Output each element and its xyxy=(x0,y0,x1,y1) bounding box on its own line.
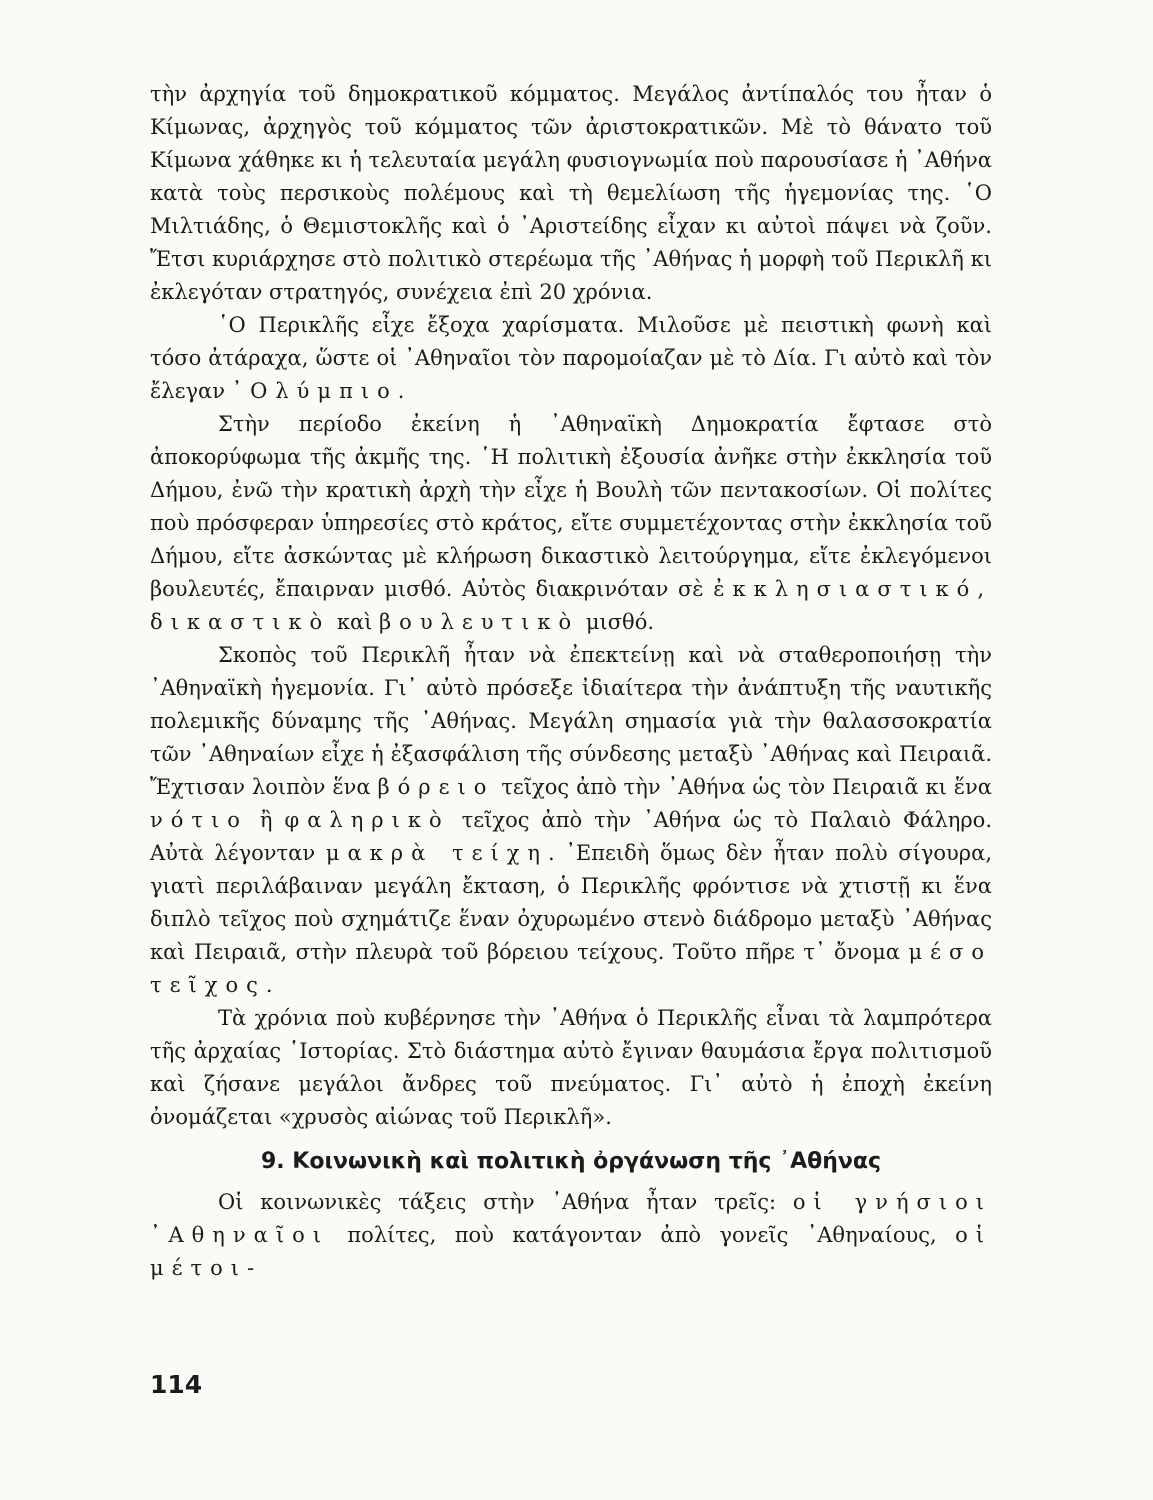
paragraph-4 xyxy=(150,639,992,1002)
text-run: μισθό. xyxy=(579,610,655,634)
text-run: καὶ xyxy=(330,610,380,634)
text-run: ἢ xyxy=(247,808,285,832)
text-run: . xyxy=(397,379,405,403)
text-run: πολίτες, ποὺ κατάγονταν ἀπὸ γονεῖς ᾿Αθηναίους, xyxy=(328,1223,956,1247)
emphasis-olympio: ᾿Ολύμπιο xyxy=(231,379,398,403)
text-run: . xyxy=(265,973,273,997)
emphasis-falirko: φαληρικὸ xyxy=(284,808,450,832)
paragraph-3 xyxy=(150,408,992,639)
text-run: ῾Ο Περικλῆς εἶχε ἔξοχα χαρίσματα. Μιλοῦσε μὲ πειστικὴ φωνὴ καὶ τόσο ἀτάραχα, ὥστε οἱ ᾿Αθηναῖοι τὸν παρομοίαζαν μὲ τὸ Δία. Γι αὐτὸ καὶ τὸν ἔλεγαν xyxy=(150,313,992,403)
emphasis-gnisioi: οἱ γνήσιοι ᾿Αθηναῖοι xyxy=(150,1190,992,1247)
paragraph-6 xyxy=(150,1186,992,1285)
emphasis-voreio: βόρειο xyxy=(377,775,495,799)
section-heading: 9. Κοινωνικὴ καὶ πολιτικὴ ὀργάνωση τῆς ᾿Αθήνας xyxy=(260,1149,882,1174)
text-run: Σκοπὸς τοῦ Περικλῆ ἦταν νὰ ἐπεκτείνῃ καὶ νὰ σταθεροποιήσῃ τὴν ᾿Αθηναϊκὴ ἡγεμονία. Γι᾿ αὐτὸ πρόσεξε ἰδιαίτερα τὴν ἀνάπτυξη τῆς ναυτικῆς πολεμικῆς δύναμης τῆς ᾿Αθήνας. Μεγάλη σημασία γιὰ τὴν θαλασσοκρατία τῶν ᾿Αθηναίων εἶχε ἡ ἐξασφάλιση τῆς σύνδεσης μεταξὺ ᾿Αθήνας καὶ Πειραιᾶ. Ἔχτισαν λοιπὸν ἕνα xyxy=(150,643,992,799)
paragraph-2 xyxy=(150,309,992,408)
paragraph-5 xyxy=(150,1002,992,1134)
text-run: τεῖχος ἀπὸ τὴν ᾿Αθήνα ὡς τὸν Πειραιᾶ κι ἕνα xyxy=(494,775,992,799)
emphasis-vouleftiko: βουλευτικὸ xyxy=(379,610,580,634)
paragraph-1 xyxy=(150,78,992,309)
text-run: Οἱ κοινωνικὲς τάξεις στὴν ᾿Αθήνα ἦταν τρεῖς: xyxy=(218,1190,793,1214)
body-text xyxy=(150,78,992,1285)
text-run: . ᾿Επειδὴ ὅμως δὲν ἦταν πολὺ σίγουρα, γιατὶ περιλάβαιναν μεγάλη ἔκταση, ὁ Περικλῆς φρόντισε νὰ χτιστῇ κι ἕνα διπλὸ τεῖχος ποὺ σχημάτιζε ἕναν ὀχυρωμένο στενὸ διάδρομο μεταξὺ ᾿Αθήνας καὶ Πειραιᾶ, στὴν πλευρὰ τοῦ βόρειου τείχους. Τοῦτο πῆρε τ᾿ ὄνομα xyxy=(150,841,992,964)
emphasis-ekklisiastiko-dikastiko: ἐκκλησιαστικό, δικαστικὸ xyxy=(150,577,992,634)
emphasis-meso-teichos: μέσο τεῖχος xyxy=(150,940,992,997)
text-run: Στὴν περίοδο ἐκείνη ἡ ᾿Αθηναϊκὴ Δημοκρατία ἔφτασε στὸ ἀποκορύφωμα τῆς ἀκμῆς της. ῾Η πολιτικὴ ἐξουσία ἀνῆκε στὴν ἐκκλησία τοῦ Δήμου, ἐνῶ τὴν κρατικὴ ἀρχὴ τὴν εἶχε ἡ Βουλὴ τῶν πεντακοσίων. Οἱ πολίτες ποὺ πρόσφεραν ὑπηρεσίες στὸ κράτος, εἴτε συμμετέχοντας στὴν ἐκκλησία τοῦ Δήμου, εἴτε ἀσκώντας μὲ κλήρωση δικαστικὸ λειτούργημα, εἴτε ἐκλεγόμενοι βουλευτές, ἔπαιρναν μισθό. Αὐτὸς διακρινόταν σὲ xyxy=(150,412,992,601)
text-run: τὴν ἀρχηγία τοῦ δημοκρατικοῦ κόμματος. Μεγάλος ἀντίπαλός του ἦταν ὁ Κίμωνας, ἀρχηγὸς τοῦ κόμματος τῶν ἀριστοκρατικῶν. Μὲ τὸ θάνατο τοῦ Κίμωνα χάθηκε κι ἡ τελευταία μεγάλη φυσιογνωμία ποὺ παρουσίασε ἡ ᾿Αθήνα κατὰ τοὺς περσικοὺς πολέμους καὶ τὴ θεμελίωση τῆς ἡγεμονίας της. ῾Ο Μιλτιάδης, ὁ Θεμιστοκλῆς καὶ ὁ ᾿Αριστείδης εἶχαν κι αὐτοὶ πάψει νὰ ζοῦν. Ἔτσι κυριάρχησε στὸ πολιτικὸ στερέωμα τῆς ᾿Αθήνας ἡ μορφὴ τοῦ Περικλῆ κι ἐκλεγόταν στρατηγός, συνέχεια ἐπὶ 20 χρόνια. xyxy=(150,82,992,304)
text-run: τεῖχος ἀπὸ τὴν ᾿Αθήνα ὡς τὸ Παλαιὸ Φάληρο. Αὐτὰ λέγονταν xyxy=(150,808,992,865)
page-number: 114 xyxy=(150,1370,203,1399)
emphasis-metoikoi: οἱ μέτοι- xyxy=(150,1223,992,1280)
emphasis-notio: νότιο xyxy=(150,808,248,832)
text-run: Τὰ χρόνια ποὺ κυβέρνησε τὴν ᾿Αθήνα ὁ Περικλῆς εἶναι τὰ λαμπρότερα τῆς ἀρχαίας ῾Ιστορίας. Στὸ διάστημα αὐτὸ ἔγιναν θαυμάσια ἔργα πολιτισμοῦ καὶ ζήσανε μεγάλοι ἄνδρες τοῦ πνεύματος. Γι᾿ αὐτὸ ἡ ἐποχὴ ἐκείνη ὀνομάζεται «χρυσὸς αἰώνας τοῦ Περικλῆ». xyxy=(150,1006,992,1129)
emphasis-makra-teichi: μακρὰ τείχη xyxy=(325,841,549,865)
